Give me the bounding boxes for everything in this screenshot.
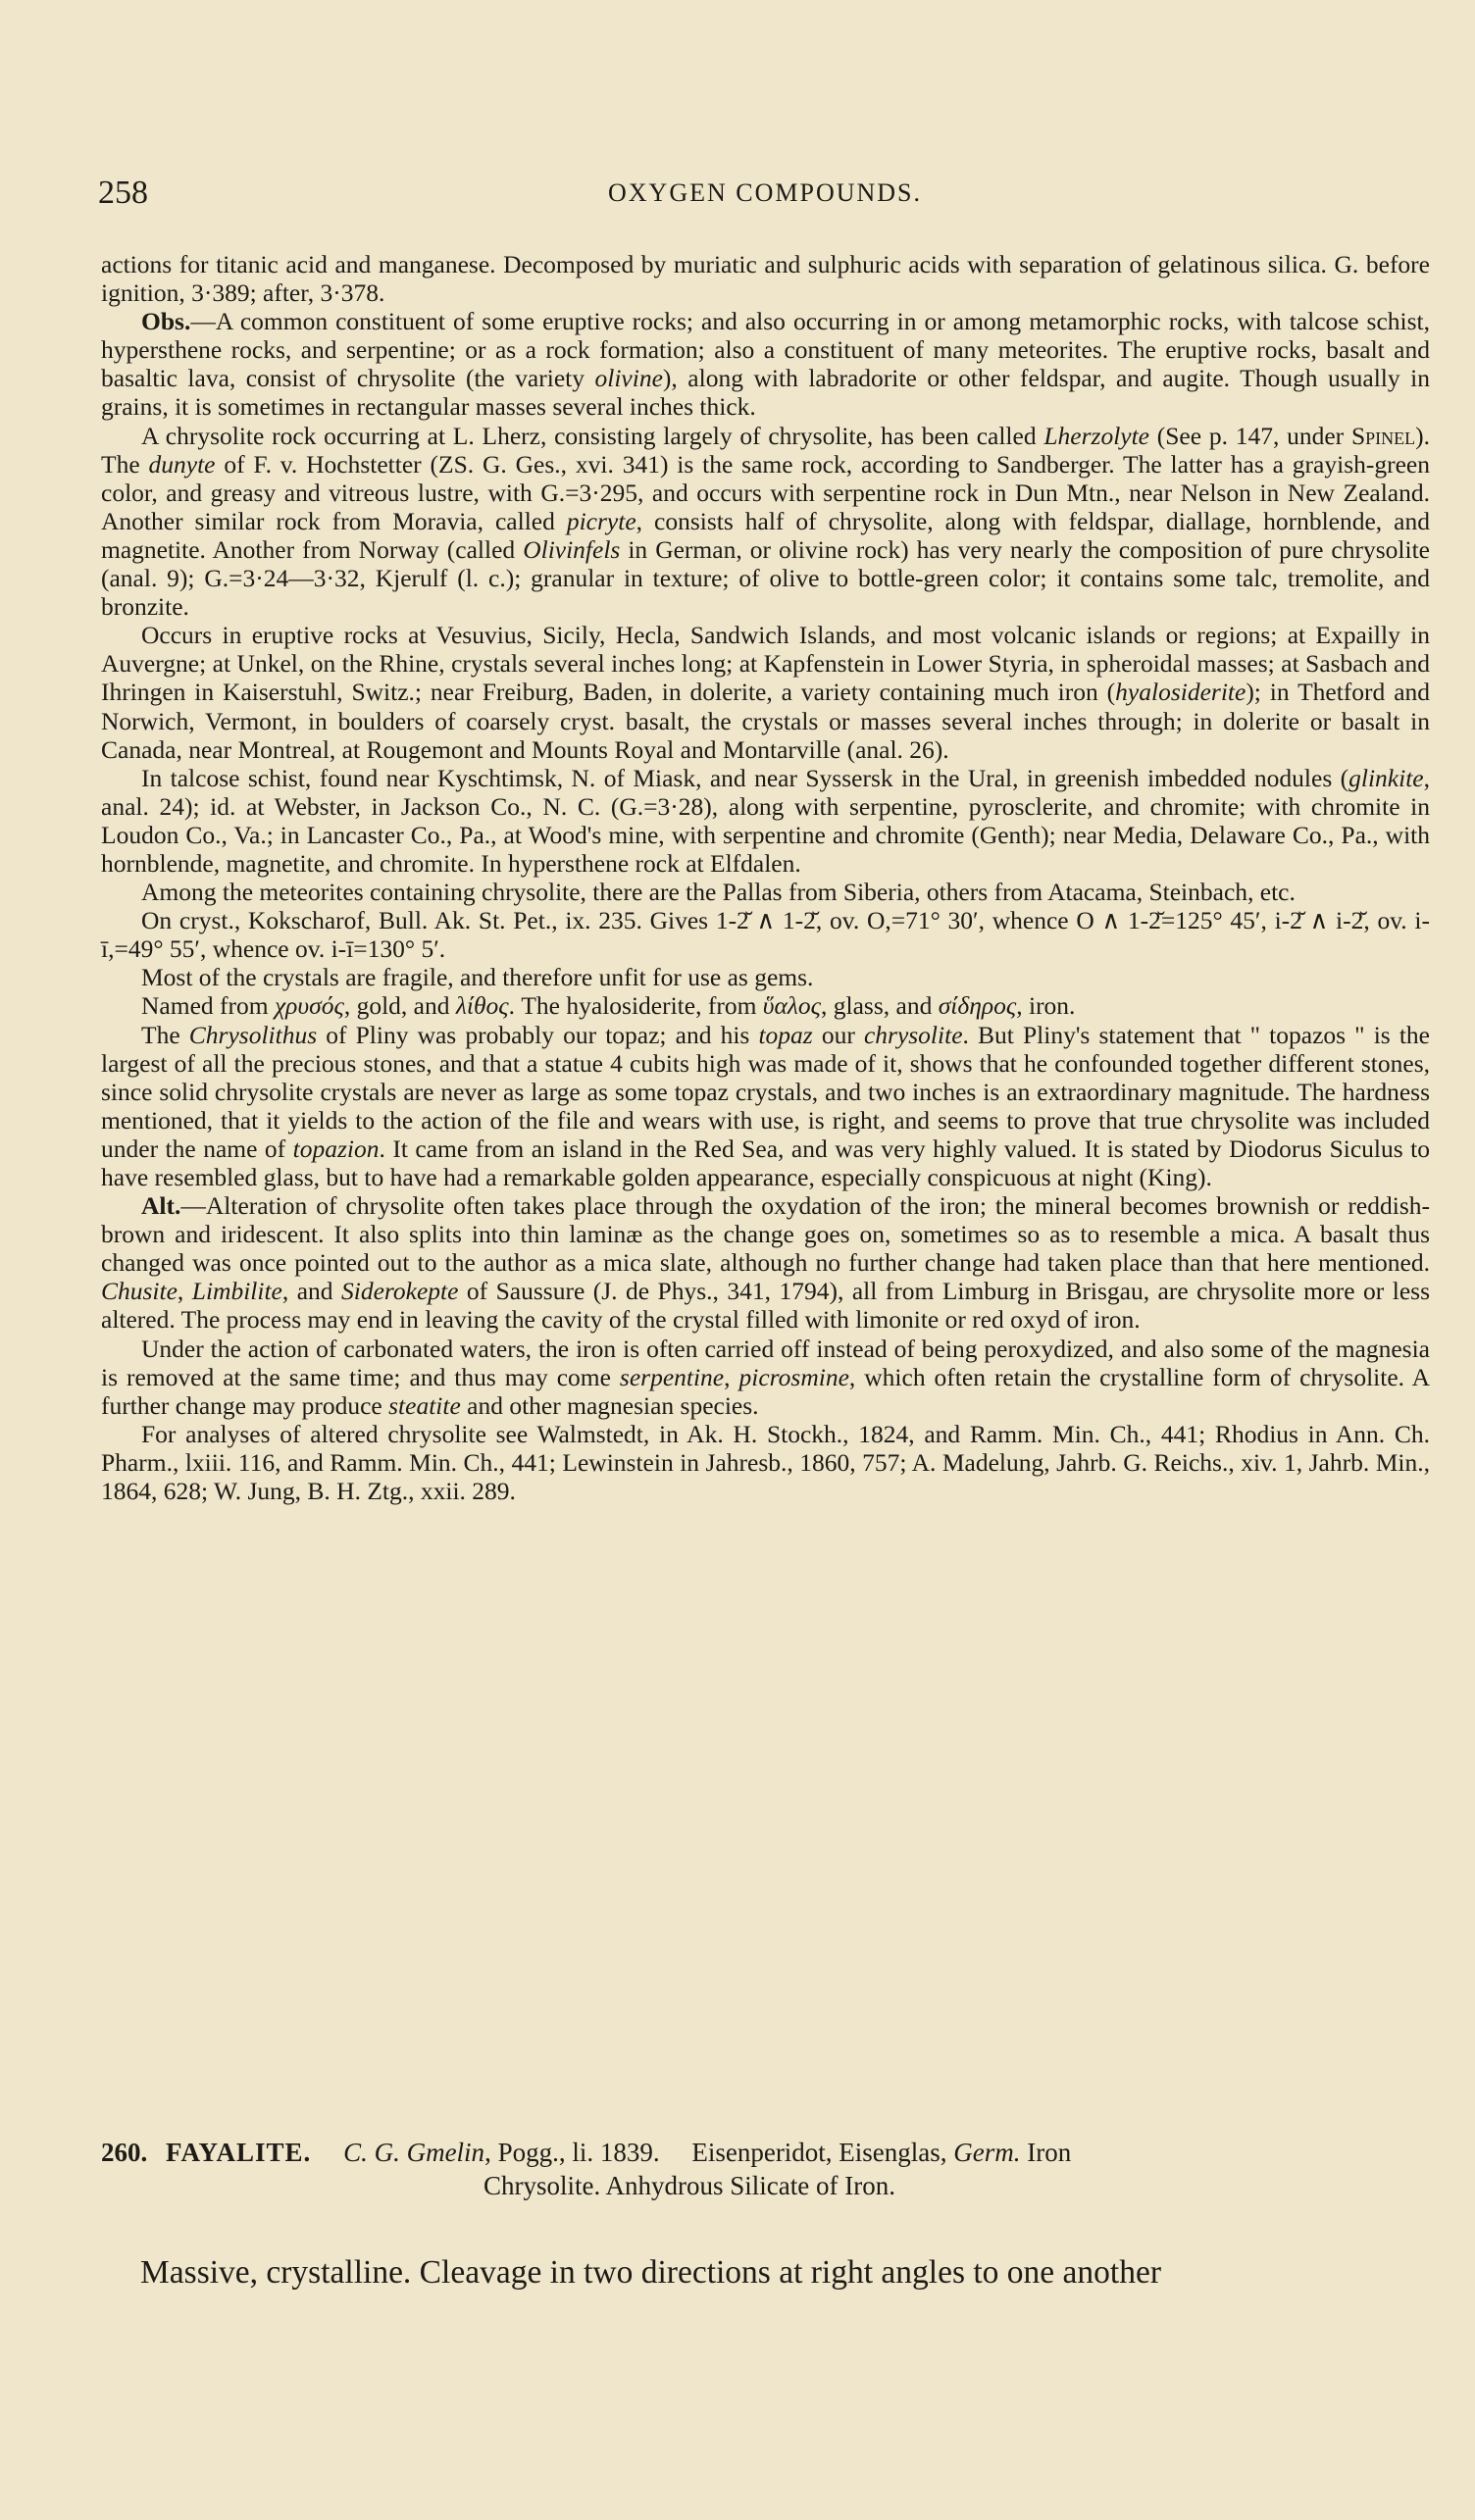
section-heading-fayalite xyxy=(101,2136,1430,2202)
section-synonyms: Eisenperidot, Eisenglas, xyxy=(691,2138,947,2167)
paragraph: A chrysolite rock occurring at L. Lherz, consisting largely of chrysolite, has been called Lherzolyte (See p. 147, under Spinel). The dunyte of F. v. Hochstetter (ZS. G. Ges., xvi. 341) is the same rock, according to Sandberger. The latter has a grayish-green color, and greasy and vitreous lustre, with G.=3·295, and occurs with serpentine rock in Dun Mtn., near Nelson in New Zealand. Another similar rock from Moravia, called picryte, consists half of chrysolite, along with feldspar, diallage, hornblende, and magnetite. Another from Norway (called Olivinfels in German, or olivine rock) has very nearly the composition of pure chrysolite (anal. 9); G.=3·24—3·32, Kjerulf (l. c.); granular in texture; of olive to bottle-green color; it contains some talc, tremolite, and bronzite. xyxy=(101,421,1430,622)
running-title: OXYGEN COMPOUNDS. xyxy=(607,178,923,207)
section-number: 260. xyxy=(101,2138,148,2167)
paragraph: Under the action of carbonated waters, the iron is often carried off instead of being peroxydized, and also some of the magnesia is removed at the same time; and thus may come serpentine, picrosmine, which often retain the crystalline form of chrysolite. A further change may produce steatite and other magnesian species. xyxy=(101,1334,1431,1420)
section-subtitle: Chrysolite. Anhydrous Silicate of Iron. xyxy=(483,2171,895,2200)
page-header xyxy=(98,175,1432,218)
section-title: FAYALITE. xyxy=(166,2138,312,2167)
section-author: C. G. Gmelin xyxy=(343,2138,485,2167)
paragraph: actions for titanic acid and manganese. Decomposed by muriatic and sulphuric acids with separation of gelatinous silica. G. before ignition, 3·389; after, 3·378. xyxy=(101,250,1430,308)
paragraph: Occurs in eruptive rocks at Vesuvius, Sicily, Hecla, Sandwich Islands, and most volcanic islands or regions; at Expailly in Auvergne; at Unkel, on the Rhine, crystals several inches long; at Kapfenstein in Lower Styria, in spheroidal masses; at Sasbach and Ihringen in Kaiserstuhl, Switz.; near Freiburg, Baden, in dolerite, a variety containing much iron (hyalosiderite); in Thetford and Norwich, Vermont, in boulders of coarsely cryst. basalt, the crystals or masses several inches through; in dolerite or basalt in Canada, near Montreal, at Rougemont and Mounts Royal and Montarville (anal. 26). xyxy=(101,621,1431,764)
section-synonyms-cont: Iron xyxy=(1027,2138,1072,2167)
fayalite-description xyxy=(101,2253,1430,2293)
heading-obs: Obs. xyxy=(141,307,191,336)
body-text xyxy=(101,250,1430,1505)
paragraph-etymology: Named from χρυσός, gold, and λίθος. The hyalosiderite, from ὕαλος, glass, and σίδηρος, iron. xyxy=(141,991,1076,1021)
section-germ: Germ. xyxy=(953,2138,1021,2167)
paragraph: Most of the crystals are fragile, and therefore unfit for use as gems. xyxy=(141,963,814,992)
paragraph: On cryst., Kokscharof, Bull. Ak. St. Pet., ix. 235. Gives 1-2̆ ∧ 1-2̆, ov. O,=71° 30′, whence O ∧ 1-2̆=125° 45′, i-2̆ ∧ i-2̆, ov. i-ī,=49° 55′, whence ov. i-ī=130° 5′. xyxy=(101,906,1430,964)
paragraph: The Chrysolithus of Pliny was probably our topaz; and his topaz our chrysolite. But Pliny's statement that " topazos " is the largest of all the precious stones, and that a statue 4 cubits high was made of it, shows that he confounded together different stones, since solid chrysolite crystals are never as large as some topaz crystals, and two inches is an extraordinary magnitude. The hardness mentioned, that it yields to the action of the file and wears with use, is right, and seems to prove that true chrysolite was included under the name of topazion. It came from an island in the Red Sea, and was very highly valued. It is stated by Diodorus Siculus to have resembled glass, but to have had a remarkable golden appearance, especially conspicuous at night (King). xyxy=(101,1020,1430,1191)
paragraph: In talcose schist, found near Kyschtimsk, N. of Miask, and near Syssersk in the Ural, in greenish imbedded nodules (glinkite, anal. 24); id. at Webster, in Jackson Co., N. C. (G.=3·28), along with serpentine, pyrosclerite, and chromite; with chromite in Loudon Co., Va.; in Lancaster Co., Pa., at Wood's mine, with serpentine and chromite (Genth); near Media, Delaware Co., Pa., with hornblende, magnetite, and chromite. In hypersthene rock at Elfdalen. xyxy=(101,763,1430,878)
paragraph-obs: Obs.—A common constituent of some eruptive rocks; and also occurring in or among metamorphic rocks, with talcose schist, hypersthene rocks, and serpentine; or as a rock formation; also a constituent of many meteorites. The eruptive rocks, basalt and basaltic lava, consist of chrysolite (the variety olivine), along with labradorite or other feldspar, and augite. Though usually in grains, it is sometimes in rectangular masses several inches thick. xyxy=(101,307,1430,422)
paragraph-references: For analyses of altered chrysolite see Walmstedt, in Ak. H. Stockh., 1824, and Ramm. Min. Ch., 441; Rhodius in Ann. Ch. Pharm., lxiii. 116, and Ramm. Min. Ch., 441; Lewinstein in Jahresb., 1860, 757; A. Madelung, Jahrb. G. Reichs., xiv. 1, Jahrb. Min., 1864, 628; W. Jung, B. H. Ztg., xxii. 289. xyxy=(101,1419,1430,1506)
paragraph-alt: Alt.—Alteration of chrysolite often takes place through the oxydation of the iron; the mineral becomes brownish or reddish-brown and iridescent. It also splits into thin laminæ as the change goes on, sometimes so as to resemble a mica. A basalt thus changed was once pointed out to the author as a mica slate, although no further change had taken place than that here mentioned. Chusite, Limbilite, and Siderokepte of Saussure (J. de Phys., 341, 1794), all from Limburg in Brisgau, are chrysolite more or less altered. The process may end in leaving the cavity of the crystal filled with limonite or red oxyd of iron. xyxy=(101,1191,1431,1335)
paragraph: Among the meteorites containing chrysolite, there are the Pallas from Siberia, others from Atacama, Steinbach, etc. xyxy=(141,878,1296,907)
lead-paragraph: Massive, crystalline. Cleavage in two directions at right angles to one another xyxy=(140,2254,1162,2291)
page-number: 258 xyxy=(98,175,148,211)
section-citation: , Pogg., li. 1839. xyxy=(484,2138,660,2167)
heading-alt: Alt. xyxy=(141,1191,181,1221)
